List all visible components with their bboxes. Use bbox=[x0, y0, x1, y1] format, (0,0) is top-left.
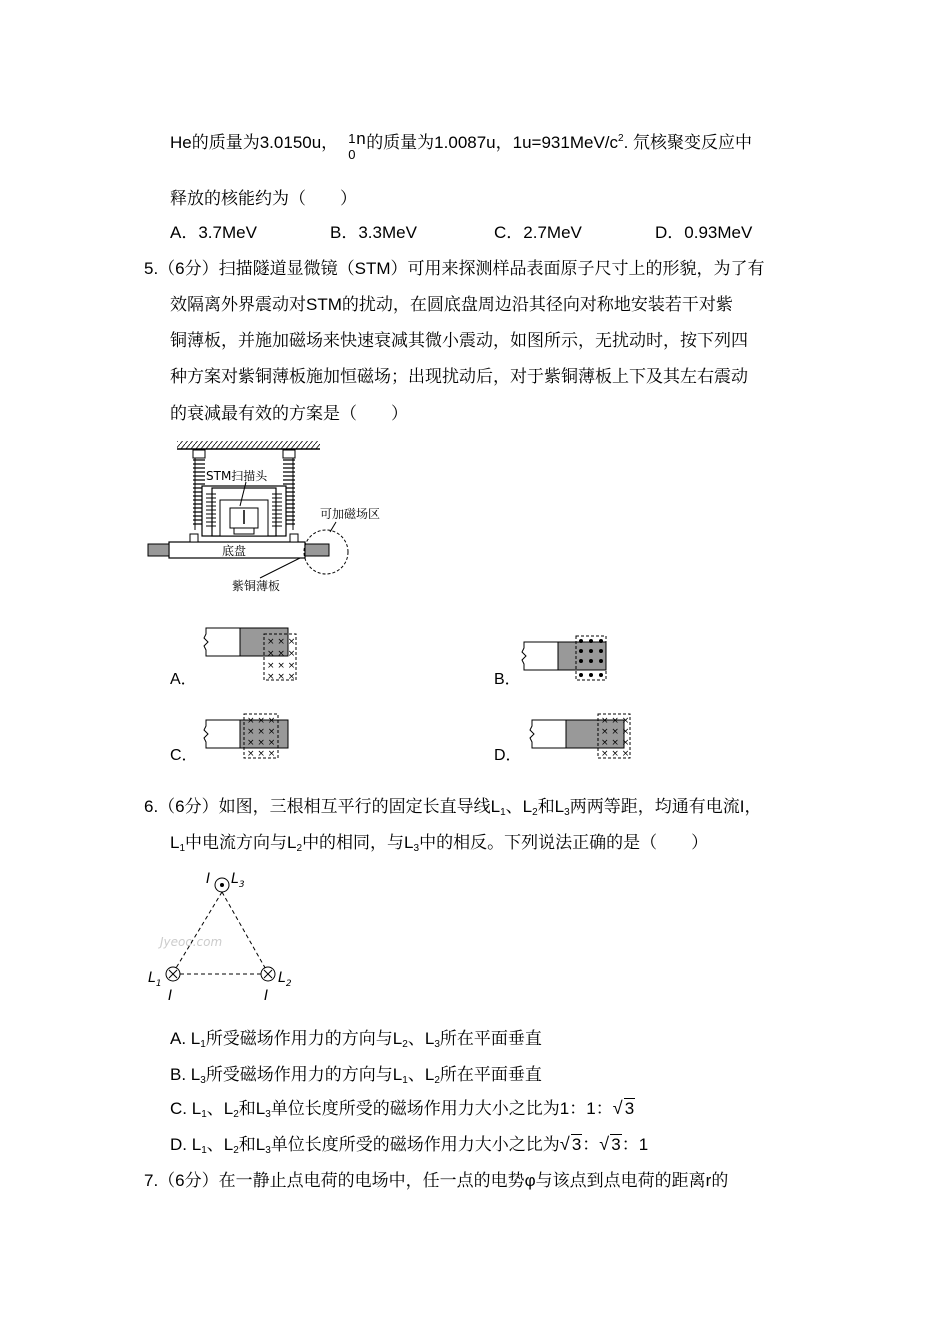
neutron-nuclide: 1 0 n bbox=[348, 129, 366, 162]
q6-option-a: A. $L_1$所受磁场作用力的方向与$L_2$、$L_3$所在平面垂直 bbox=[170, 1029, 542, 1050]
q5-option-a-figure bbox=[202, 624, 302, 684]
q5-option-b-figure bbox=[520, 632, 620, 688]
q5-line3: 铜薄板，并施加磁场来快速衰减其微小震动，如图所示，无扰动时，按下列四 bbox=[170, 331, 748, 350]
q4-option-a: A．3.7MeV bbox=[170, 223, 257, 242]
field-into-page-crosses bbox=[601, 716, 629, 759]
svg-text:× × ×: × × × bbox=[267, 661, 296, 671]
q6-option-c: C. $L_1$、$L_2$和$L_3$单位长度所受的磁场作用力大小之比为1：1： √ 3 bbox=[170, 1098, 635, 1120]
base-label: 底盘 bbox=[222, 544, 247, 558]
svg-text:× × ×: × × × bbox=[601, 727, 630, 737]
q4-line2: 释放的核能约为（ ） bbox=[170, 189, 357, 208]
wire-l2-current-label: I bbox=[264, 988, 269, 1004]
svg-text:× × ×: × × × bbox=[601, 716, 630, 726]
svg-text:× × ×: × × × bbox=[247, 749, 276, 759]
sqrt-symbol: √ 3 bbox=[559, 1134, 582, 1154]
three-wires-diagram bbox=[140, 866, 310, 1006]
sqrt-symbol: √ 3 bbox=[599, 1134, 621, 1154]
q6-line2: $L_1$中电流方向与$L_2$中的相同，与$L_3$中的相反。下列说法正确的是（ ） bbox=[170, 833, 709, 854]
wire-l1-current-label: I bbox=[168, 988, 173, 1004]
q5-line1: 5.（6分）扫描隧道显微镜（STM）可用来探测样品表面原子尺寸上的形貌，为了有 bbox=[144, 259, 765, 278]
q5-option-c-figure bbox=[202, 712, 302, 762]
q5-line4: 种方案对紫铜薄板施加恒磁场；出现扰动后，对于紫铜薄板上下及其左右震动 bbox=[170, 367, 748, 386]
q6-option-b: B. $L_3$所受磁场作用力的方向与$L_1$、$L_2$所在平面垂直 bbox=[170, 1065, 542, 1086]
svg-text:× × ×: × × × bbox=[247, 716, 276, 726]
field-into-page-crosses bbox=[267, 637, 295, 682]
svg-text:× × ×: × × × bbox=[247, 738, 276, 748]
stm-head-label: STM扫描头 bbox=[206, 469, 268, 483]
wire-l3-current-label: I bbox=[206, 871, 211, 887]
q5-option-c-label: C． bbox=[170, 747, 198, 764]
wire-l3-name: $L_3$ bbox=[231, 871, 245, 890]
svg-text:× × ×: × × × bbox=[267, 637, 296, 647]
copper-plate bbox=[558, 642, 606, 670]
q5-option-b-label: B． bbox=[494, 671, 521, 688]
wire-l2-name: $L_2$ bbox=[278, 970, 292, 989]
stm-diagram bbox=[140, 438, 410, 600]
svg-text:× × ×: × × × bbox=[247, 727, 276, 737]
sqrt-symbol: √ 3 bbox=[612, 1098, 635, 1118]
field-region-label: 可加磁场区 bbox=[320, 507, 381, 521]
wire-l1-name: $L_1$ bbox=[148, 970, 162, 989]
copper-plate-right bbox=[305, 544, 329, 556]
svg-text:× × ×: × × × bbox=[601, 738, 630, 748]
q5-line5: 的衰减最有效的方案是（ ） bbox=[170, 404, 408, 423]
q4-option-c: C．2.7MeV bbox=[494, 223, 582, 242]
svg-text:× × ×: × × × bbox=[267, 672, 296, 682]
svg-text:× × ×: × × × bbox=[267, 649, 296, 659]
plate-label: 紫铜薄板 bbox=[232, 579, 281, 593]
field-into-page-crosses bbox=[247, 716, 275, 759]
q4-option-d: D．0.93MeV bbox=[655, 223, 753, 242]
q5-option-d-label: D． bbox=[494, 747, 522, 764]
q4-line1: He的质量为3.0150u， 1 0 n 的质量为1.0087u，$1u=931MeV/c^2$. 氘核聚变反应中 bbox=[170, 129, 753, 162]
q5-option-d-figure bbox=[528, 712, 638, 762]
q6-line1: 6.（6分）如图，三根相互平行的固定长直导线$L_1$、$L_2$和$L_3$两两等距，均通有电流I， bbox=[144, 797, 762, 818]
svg-text:× × ×: × × × bbox=[601, 749, 630, 759]
watermark: Jyeoo.com bbox=[160, 935, 223, 949]
q6-option-d: D. $L_1$、$L_2$和$L_3$单位长度所受的磁场作用力大小之比为 √ 3： √ 3：1 bbox=[170, 1134, 649, 1156]
q4-option-b: B．3.3MeV bbox=[330, 223, 417, 242]
ceiling-hatch bbox=[177, 441, 320, 449]
q7-line1: 7.（6分）在一静止点电荷的电场中，任一点的电势φ与该点到点电荷的距离r的 bbox=[144, 1171, 729, 1190]
copper-plate-left bbox=[148, 544, 169, 556]
q5-option-a-label: A． bbox=[170, 671, 197, 688]
q5-line2: 效隔离外界震动对STM的扰动，在圆底盘周边沿其径向对称地安装若干对紫 bbox=[170, 295, 733, 314]
